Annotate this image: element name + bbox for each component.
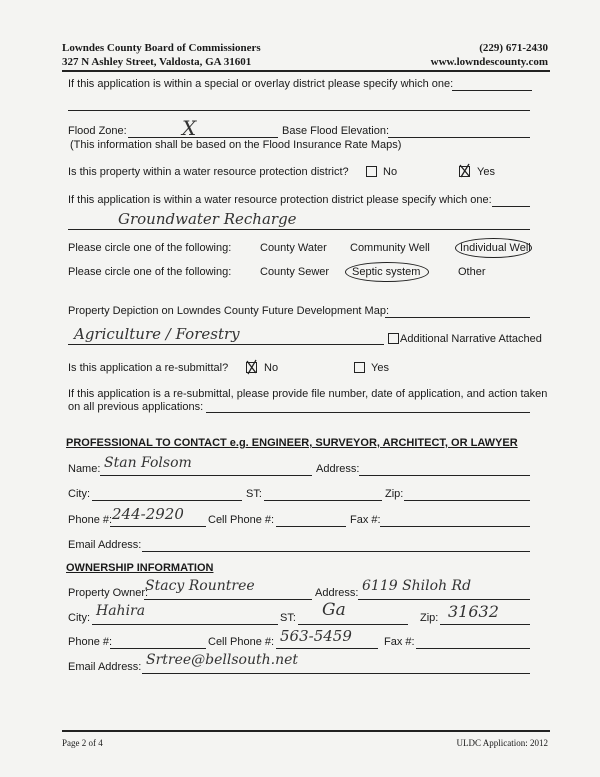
professional-cell-field[interactable]: [276, 526, 346, 527]
professional-city-field[interactable]: [92, 500, 242, 501]
owner-phone-field[interactable]: [110, 648, 206, 649]
selection-circle: [345, 262, 429, 282]
org-address: 327 N Ashley Street, Valdosta, GA 31601: [62, 56, 252, 68]
professional-zip-field[interactable]: [404, 500, 530, 501]
professional-email-label: Email Address:: [68, 539, 142, 551]
owner-address-field[interactable]: [358, 599, 530, 600]
professional-st-label: ST:: [246, 488, 262, 500]
professional-name-field[interactable]: [100, 475, 312, 476]
professional-zip-label: Zip:: [385, 488, 404, 500]
owner-value: Stacy Rountree: [145, 578, 255, 594]
option-individual-well[interactable]: Individual Well: [460, 242, 531, 254]
water-district-no-label: No: [383, 166, 398, 178]
water-district-answer-line[interactable]: [68, 229, 530, 230]
org-phone: (229) 671-2430: [479, 42, 548, 54]
option-septic-system[interactable]: Septic system: [352, 266, 421, 278]
narrative-checkbox[interactable]: [388, 333, 399, 344]
owner-zip-label: Zip:: [420, 612, 439, 624]
owner-cell-field[interactable]: [276, 648, 378, 649]
water-district-answer: Groundwater Recharge: [118, 210, 297, 228]
flood-elevation-field[interactable]: [388, 137, 530, 138]
water-district-specify: If this application is within a water resource protection district please specify which one:: [68, 194, 492, 206]
owner-cell-value: 563-5459: [280, 627, 352, 645]
professional-name-value: Stan Folsom: [104, 455, 192, 471]
owner-st-label: ST:: [280, 612, 296, 624]
depiction-answer: Agriculture / Forestry: [74, 325, 240, 343]
check-mark-icon: [458, 163, 471, 178]
flood-note: (This information shall be based on the Flood Insurance Rate Maps): [70, 139, 402, 151]
option-county-water[interactable]: County Water: [260, 242, 327, 254]
selection-circle: [455, 238, 532, 258]
resubmittal-no-checkbox[interactable]: [246, 362, 257, 373]
flood-zone-field[interactable]: [128, 137, 278, 138]
flood-elevation-label: Base Flood Elevation:: [282, 125, 390, 137]
professional-phone-field[interactable]: [110, 526, 206, 527]
overlay-line-2[interactable]: [68, 110, 530, 111]
resubmittal-no-label: No: [264, 362, 279, 374]
depiction-answer-line[interactable]: [68, 344, 384, 345]
professional-phone-label: Phone #:: [68, 514, 113, 526]
footer-rule: [62, 730, 550, 732]
narrative-label: Additional Narrative Attached: [400, 333, 542, 345]
professional-name-label: Name:: [68, 463, 101, 475]
org-name: Lowndes County Board of Commissioners: [62, 42, 261, 54]
circle-sewer-label: Please circle one of the following:: [68, 266, 232, 278]
owner-address-value: 6119 Shiloh Rd: [362, 578, 472, 594]
resubmittal-yes-checkbox[interactable]: [354, 362, 365, 373]
water-district-specify-line[interactable]: [492, 206, 530, 207]
owner-fax-field[interactable]: [416, 648, 530, 649]
option-other[interactable]: Other: [458, 266, 486, 278]
overlay-question: If this application is within a special or overlay district please specify which one:: [68, 78, 454, 90]
water-district-yes-checkbox[interactable]: [459, 166, 470, 177]
professional-fax-label: Fax #:: [350, 514, 381, 526]
professional-email-field[interactable]: [142, 551, 530, 552]
resubmittal-details-line[interactable]: [206, 412, 530, 413]
depiction-label: Property Depiction on Lowndes County Future Development Map:: [68, 305, 390, 317]
owner-cell-label: Cell Phone #:: [208, 636, 275, 648]
owner-st-value: Ga: [322, 600, 346, 620]
form-version: ULDC Application: 2012: [456, 738, 548, 748]
resubmittal-details-2: on all previous applications:: [68, 401, 204, 413]
professional-fax-field[interactable]: [380, 526, 530, 527]
org-website[interactable]: www.lowndescounty.com: [430, 56, 548, 68]
owner-phone-label: Phone #:: [68, 636, 113, 648]
owner-st-field[interactable]: [298, 624, 408, 625]
circle-water-label: Please circle one of the following:: [68, 242, 232, 254]
owner-email-field[interactable]: [142, 673, 530, 674]
owner-email-label: Email Address:: [68, 661, 142, 673]
professional-phone-value: 244-2920: [112, 505, 184, 523]
owner-field[interactable]: [144, 599, 312, 600]
page-number: Page 2 of 4: [62, 738, 103, 748]
owner-address-label: Address:: [315, 587, 359, 599]
professional-address-field[interactable]: [359, 475, 530, 476]
owner-zip-value: 31632: [448, 602, 499, 621]
resubmittal-details: If this application is a re-submittal, please provide file number, date of application, and action taken: [68, 388, 548, 400]
owner-label: Property Owner:: [68, 587, 149, 599]
owner-city-value: Hahira: [96, 603, 146, 619]
professional-address-label: Address:: [316, 463, 360, 475]
option-community-well[interactable]: Community Well: [350, 242, 430, 254]
check-mark-icon: [245, 359, 258, 375]
depiction-line[interactable]: [385, 317, 530, 318]
professional-city-label: City:: [68, 488, 90, 500]
option-county-sewer[interactable]: County Sewer: [260, 266, 330, 278]
ownership-section-title: OWNERSHIP INFORMATION: [66, 562, 214, 574]
overlay-line[interactable]: [452, 90, 532, 91]
water-district-no-checkbox[interactable]: [366, 166, 377, 177]
professional-st-field[interactable]: [264, 500, 382, 501]
professional-cell-label: Cell Phone #:: [208, 514, 275, 526]
flood-zone-value: X: [182, 116, 197, 140]
owner-city-field[interactable]: [92, 624, 278, 625]
resubmittal-yes-label: Yes: [371, 362, 389, 374]
owner-fax-label: Fax #:: [384, 636, 415, 648]
resubmittal-question: Is this application a re-submittal?: [68, 362, 229, 374]
owner-zip-field[interactable]: [440, 624, 530, 625]
water-district-question: Is this property within a water resource protection district?: [68, 166, 349, 178]
owner-email-value: Srtree@bellsouth.net: [146, 652, 299, 668]
water-district-yes-label: Yes: [477, 166, 495, 178]
owner-city-label: City:: [68, 612, 90, 624]
header-rule: [62, 70, 550, 72]
professional-section-title: PROFESSIONAL TO CONTACT e.g. ENGINEER, SURVEYOR, ARCHITECT, OR LAWYER: [66, 437, 518, 449]
flood-zone-label: Flood Zone:: [68, 125, 127, 137]
